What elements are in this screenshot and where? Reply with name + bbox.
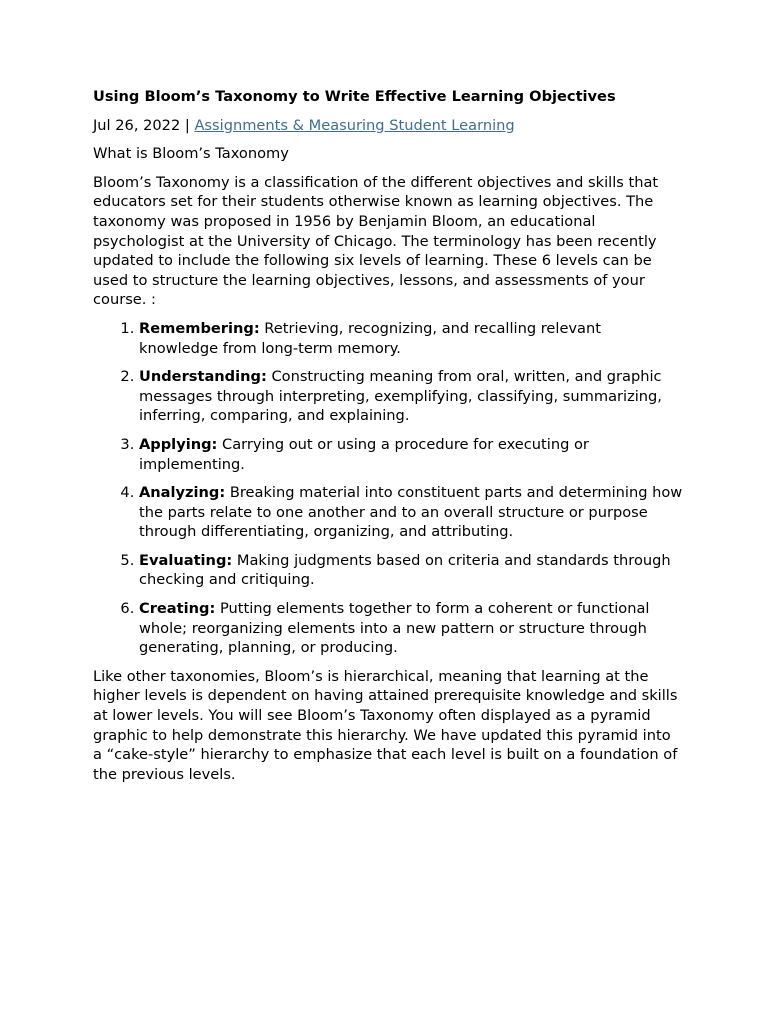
list-item-evaluating (139, 551, 683, 590)
level-description: Putting elements together to form a coherent or functional whole; reorganizing elements into a new pattern or structure through generating, planning, or producing. (139, 600, 650, 657)
list-item-understanding (139, 367, 683, 426)
levels-list (93, 319, 683, 658)
list-item-applying (139, 435, 683, 474)
level-description: Constructing meaning from oral, written, and graphic messages through interpreting, exemplifying, classifying, summarizing, inferring, comparing, and explaining. (139, 368, 662, 425)
level-term: Evaluating: (139, 551, 233, 569)
level-description: Retrieving, recognizing, and recalling relevant knowledge from long-term memory. (139, 319, 601, 357)
level-description: Making judgments based on criteria and standards through checking and critiquing. (139, 551, 671, 589)
level-term: Understanding: (139, 368, 267, 386)
closing-paragraph: Like other taxonomies, Bloom’s is hierarchical, meaning that learning at the higher levels is dependent on having attained prerequisite knowledge and skills at lower levels. You will see Bloom’s Taxonomy often displayed as a pyramid graphic to help demonstrate this hierarchy. We have updated this pyramid into a “cake-style” hierarchy to emphasize that each level is built on a foundation of the previous levels. (93, 667, 678, 783)
list-item-analyzing (139, 483, 683, 542)
article-title: Using Bloom’s Taxonomy to Write Effective Learning Objectives (93, 88, 616, 105)
category-link[interactable]: Assignments & Measuring Student Learning (194, 116, 515, 134)
level-description: Carrying out or using a procedure for executing or implementing. (139, 435, 589, 473)
level-term: Remembering: (139, 319, 260, 337)
intro-paragraph: Bloom’s Taxonomy is a classification of the different objectives and skills that educators set for their students otherwise known as learning objectives. The taxonomy was proposed in 1956 by Benjamin Bloom, an educational psychologist at the University of Chicago. The terminology has been recently updated to include the following six levels of learning. These 6 levels can be used to structure the learning objectives, lessons, and assessments of your course. : (93, 173, 659, 309)
level-description: Breaking material into constituent parts and determining how the parts relate to one another and to an overall structure or purpose through differentiating, organizing, and attributing. (139, 484, 683, 541)
section-heading: What is Bloom’s Taxonomy (93, 145, 289, 163)
level-term: Applying: (139, 435, 218, 453)
level-term: Analyzing: (139, 484, 226, 502)
meta-separator: | (180, 116, 195, 134)
article-meta (93, 116, 683, 136)
list-item-remembering (139, 319, 683, 358)
level-term: Creating: (139, 600, 216, 618)
article-date: Jul 26, 2022 (93, 116, 181, 134)
list-item-creating (139, 599, 683, 658)
article-body (93, 87, 683, 784)
